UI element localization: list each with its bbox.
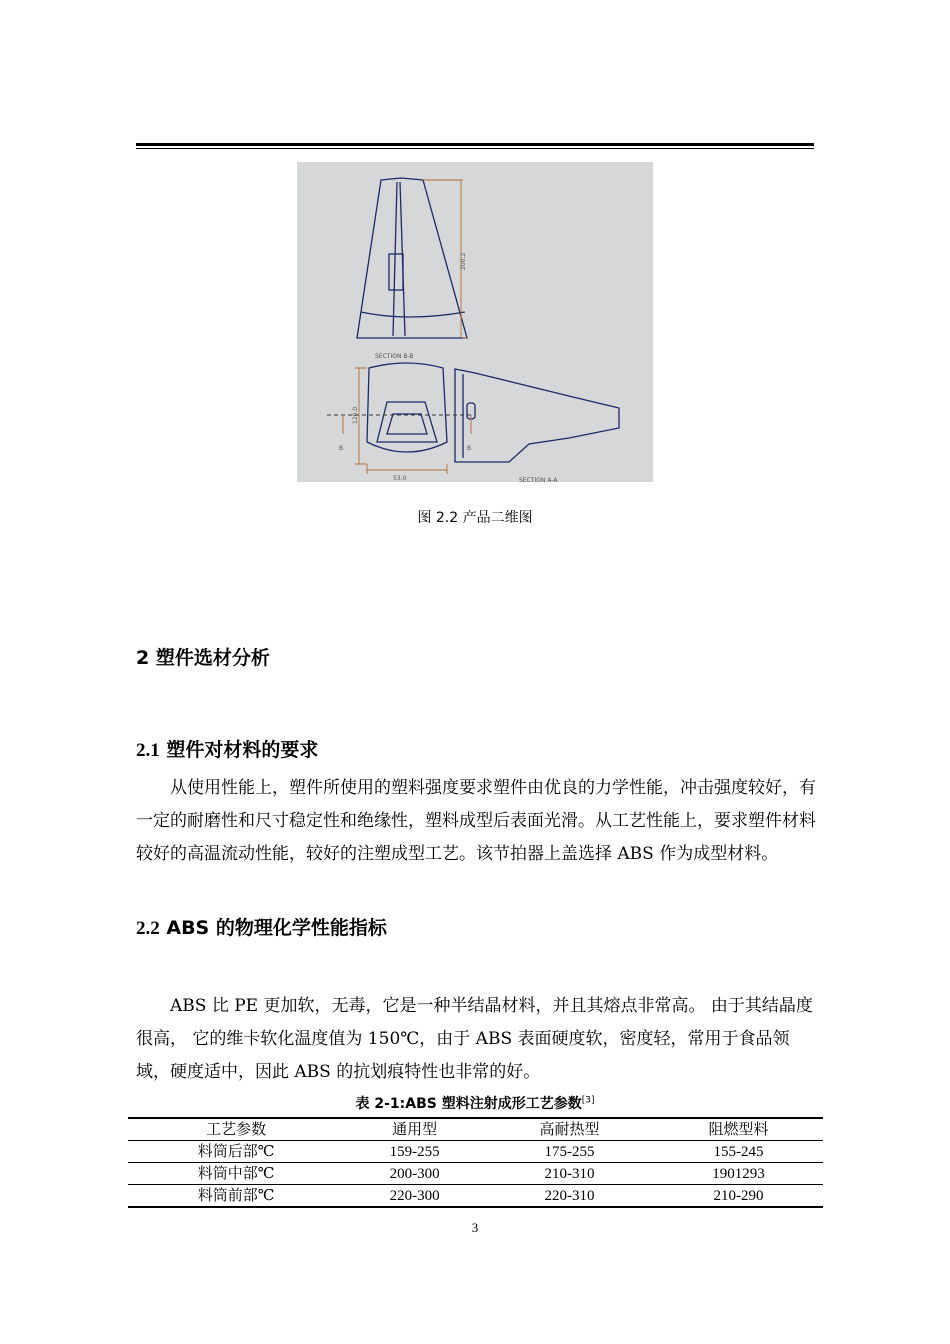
table-cell: 料筒中部℃ <box>128 1163 344 1185</box>
chapter-heading: 2 塑件选材分析 <box>136 647 270 669</box>
section-bb-label: SECTION B-B <box>375 353 414 360</box>
table-header-cell: 阻燃型料 <box>654 1118 823 1141</box>
table-row <box>128 1141 823 1163</box>
header-rule-thin <box>136 148 814 149</box>
table-caption-text: 表 2-1:ABS 塑料注射成形工艺参数 <box>355 1096 582 1112</box>
mark-b-left: B <box>339 445 344 452</box>
section-aa-label: SECTION A-A <box>519 477 558 482</box>
table-cell: 210-310 <box>485 1163 654 1185</box>
table-header-cell: 工艺参数 <box>128 1118 344 1141</box>
table-header-row <box>128 1118 823 1141</box>
product-2d-drawing <box>297 162 653 482</box>
table-cell: 220-300 <box>344 1185 485 1208</box>
table-cell: 159-255 <box>344 1141 485 1163</box>
table-row <box>128 1163 823 1185</box>
section-number: 2.2 <box>136 918 160 939</box>
table-caption <box>0 1093 950 1113</box>
table-cell: 175-255 <box>485 1141 654 1163</box>
table-cell: 200-300 <box>344 1163 485 1185</box>
table-cell: 210-290 <box>654 1185 823 1208</box>
table-header-cell: 通用型 <box>344 1118 485 1141</box>
table-cell: 220-310 <box>485 1185 654 1208</box>
section-2-2-paragraph: ABS 比 PE 更加软，无毒，它是一种半结晶材料，并且其熔点非常高。 由于其结晶度很高， 它的维卡软化温度值为 150℃，由于 ABS 表面硬度软，密度轻，常用于食品领域，硬度适中，因此 ABS 的抗划痕特性也非常的好。 <box>136 996 813 1082</box>
header-rule-thick <box>136 143 814 146</box>
section-title: ABS 的物理化学性能指标 <box>166 917 387 939</box>
abs-process-table <box>128 1117 823 1208</box>
table-row <box>128 1185 823 1208</box>
table-cell: 1901293 <box>654 1163 823 1185</box>
figure-caption: 图 2.2 产品二维图 <box>417 510 533 526</box>
table-cell: 155-245 <box>654 1141 823 1163</box>
dim-side-label: 120.0 <box>352 406 359 424</box>
dim-height-label: 200.2 <box>460 252 467 270</box>
section-heading-2-1 <box>136 735 318 762</box>
section-number: 2.1 <box>136 740 160 761</box>
section-heading-2-2 <box>136 913 387 940</box>
table-header-cell: 高耐热型 <box>485 1118 654 1141</box>
table-cell: 料筒后部℃ <box>128 1141 344 1163</box>
table-cell: 料筒前部℃ <box>128 1185 344 1208</box>
section-2-1-paragraph: 从使用性能上，塑件所使用的塑料强度要求塑件由优良的力学性能，冲击强度较好，有一定的耐磨性和尺寸稳定性和绝缘性，塑料成型后表面光滑。从工艺性能上，要求塑件材料较好的高温流动性能，较好的注塑成型工艺。该节拍器上盖选择 ABS 作为成型材料。 <box>136 778 816 864</box>
mark-b-right: B <box>467 445 472 452</box>
section-title: 塑件对材料的要求 <box>166 739 319 761</box>
table-citation: [3] <box>581 1095 595 1106</box>
dim-width-label: 53.0 <box>393 475 407 482</box>
page-number: 3 <box>471 1220 479 1235</box>
